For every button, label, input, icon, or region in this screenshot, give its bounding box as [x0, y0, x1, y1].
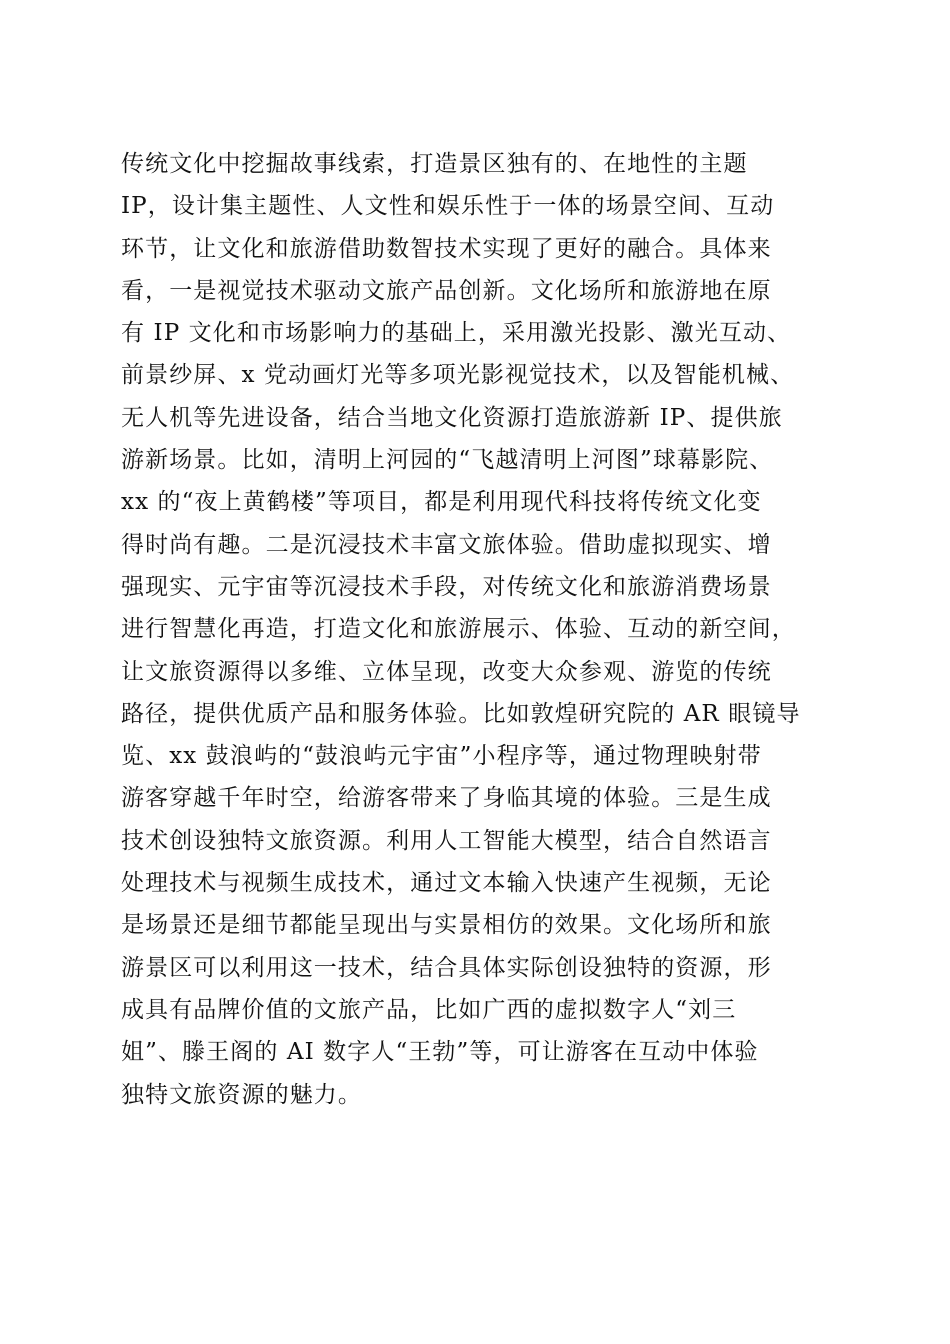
paragraph-line: 无人机等先进设备，结合当地文化资源打造旅游新 IP、提供旅	[121, 404, 783, 431]
paragraph-line: 传统文化中挖掘故事线索，打造景区独有的、在地性的主题	[121, 151, 748, 177]
paragraph-line: 处理技术与视频生成技术，通过文本输入快速产生视频，无论	[121, 870, 772, 897]
paragraph-line: 路径，提供优质产品和服务体验。比如敦煌研究院的 AR 眼镜导	[121, 700, 801, 727]
paragraph-line: IP，设计集主题性、人文性和娱乐性于一体的场景空间、互动	[121, 193, 775, 220]
paragraph-line: 让文旅资源得以多维、立体呈现，改变大众参观、游览的传统	[121, 658, 772, 685]
paragraph-line: 进行智慧化再造，打造文化和旅游展示、体验、互动的新空间，	[121, 616, 796, 643]
paragraph-line: 环节，让文化和旅游借助数智技术实现了更好的融合。具体来	[121, 235, 772, 262]
paragraph-line: 览、xx 鼓浪屿的“鼓浪屿元宇宙”小程序等，通过物理映射带	[121, 743, 762, 770]
paragraph-line: 游客穿越千年时空，给游客带来了身临其境的体验。三是生成	[121, 785, 772, 812]
paragraph-line: 有 IP 文化和市场影响力的基础上，采用激光投影、激光互动、	[121, 320, 792, 347]
paragraph-line: 前景纱屏、x 党动画灯光等多项光影视觉技术，以及智能机械、	[121, 362, 795, 389]
paragraph-line: 得时尚有趣。二是沉浸技术丰富文旅体验。借助虚拟现实、增	[121, 531, 772, 558]
paragraph-line: 强现实、元宇宙等沉浸技术手段，对传统文化和旅游消费场景	[121, 573, 772, 600]
paragraph-line: 看，一是视觉技术驱动文旅产品创新。文化场所和旅游地在原	[121, 277, 772, 304]
paragraph-line: 是场景还是细节都能呈现出与实景相仿的效果。文化场所和旅	[121, 912, 772, 939]
body-paragraph	[121, 143, 841, 1116]
paragraph-line: 成具有品牌价值的文旅产品，比如广西的虚拟数字人“刘三	[121, 996, 737, 1023]
paragraph-line: 游景区可以利用这一技术，结合具体实际创设独特的资源，形	[121, 954, 772, 981]
paragraph-line: xx 的“夜上黄鹤楼”等项目，都是利用现代科技将传统文化变	[121, 489, 762, 516]
paragraph-line: 姐”、滕王阁的 AI 数字人“王勃”等，可让游客在互动中体验	[121, 1039, 759, 1066]
paragraph-line: 技术创设独特文旅资源。利用人工智能大模型，结合自然语言	[121, 827, 772, 854]
paragraph-line: 独特文旅资源的魅力。	[121, 1081, 362, 1108]
paragraph-line: 游新场景。比如，清明上河园的“飞越清明上河图”球幕影院、	[121, 447, 774, 474]
